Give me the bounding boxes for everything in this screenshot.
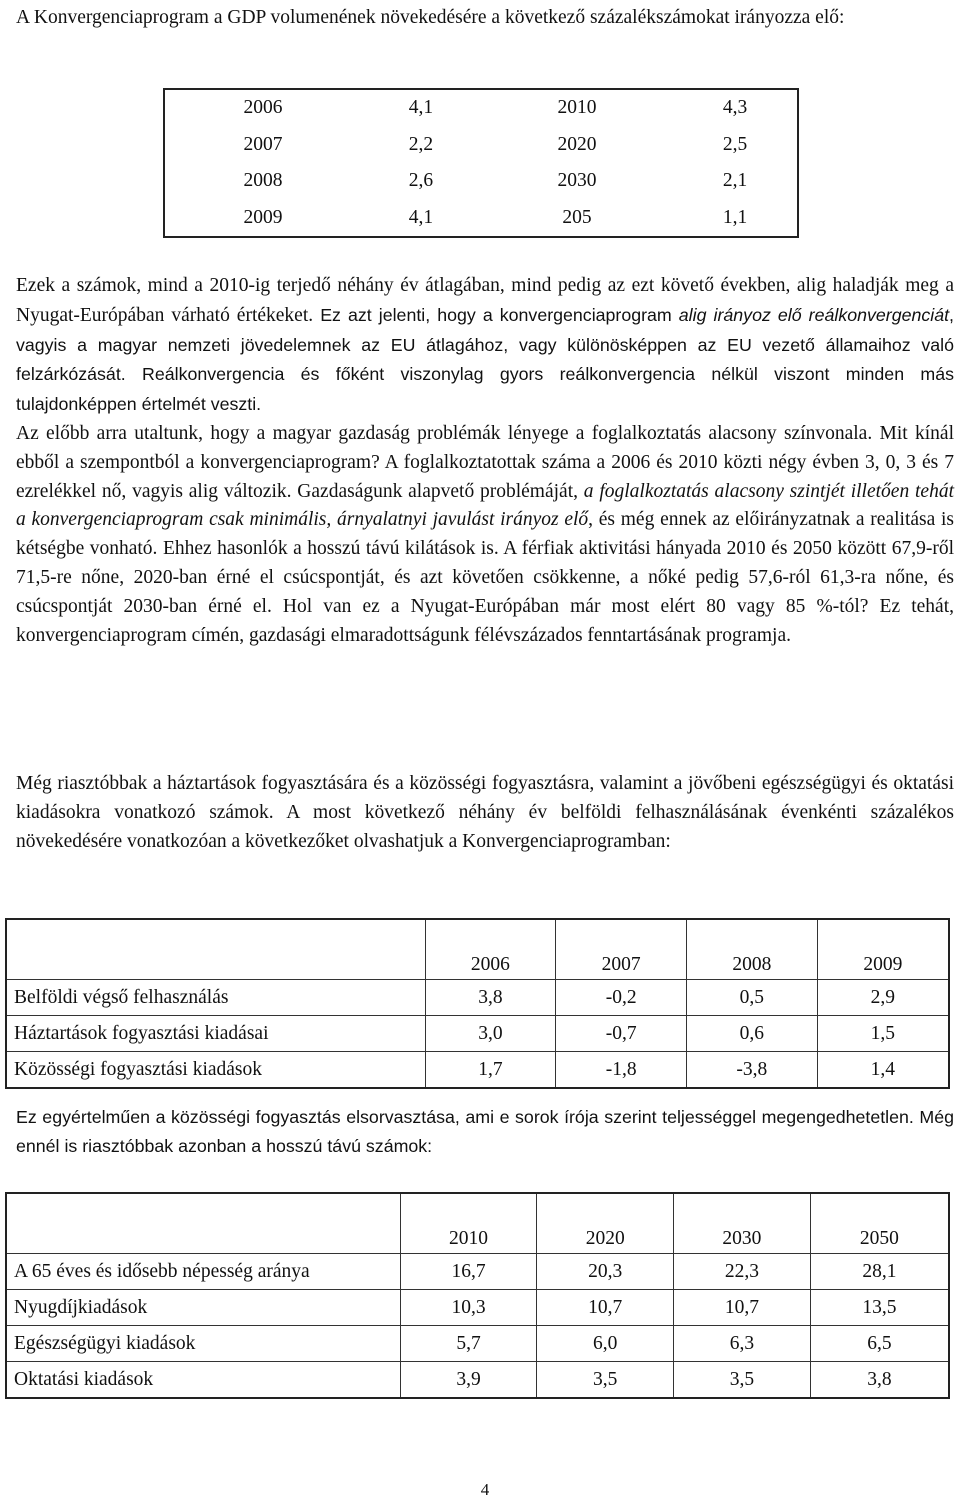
column-header: 2007 — [556, 919, 687, 980]
table-cell: 13,5 — [810, 1290, 949, 1326]
column-header: 2009 — [817, 919, 949, 980]
table-cell: -0,7 — [556, 1016, 687, 1052]
table-cell: 0,5 — [687, 980, 818, 1016]
gdp-growth-table — [163, 88, 799, 238]
table-cell: 2,1 — [722, 170, 748, 192]
table-row — [164, 89, 798, 127]
text-span: , vagyis a magyar nemzeti jövedelemnek az EU átlagához, vagy különösképpen az EU vezető államaihoz való felzárkózását. Reálkonvergencia és főként viszonylag gyors reálkonvergencia nélkül viszont minden más tulajdonképpen értelmét veszti. — [16, 304, 954, 415]
table-cell: 2020 — [557, 133, 597, 155]
table-cell: 1,5 — [817, 1016, 949, 1052]
row-label: Közösségi fogyasztási kiadások — [6, 1052, 425, 1089]
text-span: Gazdaságunk alapvető problémáját, — [291, 480, 584, 502]
table-cell: 3,8 — [810, 1362, 949, 1399]
table-cell: 2010 — [557, 97, 597, 119]
domestic-use-table — [5, 918, 950, 1089]
table-cell: 3,5 — [674, 1362, 811, 1399]
table-cell: 2,6 — [408, 170, 434, 192]
table-row — [6, 980, 949, 1016]
table-cell: -3,8 — [687, 1052, 818, 1089]
header-blank-cell — [6, 919, 425, 980]
table-row — [164, 127, 798, 164]
row-label: Oktatási kiadások — [6, 1362, 400, 1399]
paragraph-consumption: Még riasztóbbak a háztartások fogyasztására és a közösségi fogyasztásra, valamint a jövőbeni egészségügyi és oktatási kiadásokra vonatkozó számok. A most következő néhány év belföldi felhasználásának évenkénti százalékos növekedésére vonatkozóan a következőket olvashatjuk a Konvergenciaprogramban: — [16, 773, 954, 852]
header-blank-cell — [6, 1193, 400, 1254]
emphasis-text: a foglalkoztatás alacsony szintjét illetően tehát a konvergenciaprogram csak minimális, árnyalatnyi javulást irányoz elő — [16, 480, 954, 531]
table-cell: -0,2 — [556, 980, 687, 1016]
emphasis-text: alig irányoz elő reálkonvergenciát — [678, 304, 950, 325]
table-cell: 2006 — [243, 97, 283, 119]
table-cell: 1,1 — [722, 206, 748, 228]
row-label: Nyugdíjkiadások — [6, 1290, 400, 1326]
row-label: Háztartások fogyasztási kiadásai — [6, 1016, 425, 1052]
text-span: Ezek a számok, mind a 2010-ig terjedő néhány év átlagában, mind pedig az ezt követő években, alig haladják meg a Nyugat-Európában várható értékeket. — [16, 275, 954, 326]
column-header: 2050 — [810, 1193, 949, 1254]
table-cell: 2008 — [243, 170, 283, 192]
table-cell: 22,3 — [674, 1254, 811, 1290]
table-cell: 2007 — [243, 133, 283, 155]
text-span: Mit kínál ebből a szempontból a konvergenciaprogram? A foglalkoztatottak száma a 2006 és 2010 közti négy évben 3, 0, 3 és 7 ezrelékkel nő, vagyis alig változik. — [16, 422, 954, 502]
table-cell: 4,1 — [408, 206, 434, 228]
table-cell: 5,7 — [400, 1326, 537, 1362]
table-cell: 3,0 — [425, 1016, 556, 1052]
table-cell: 2030 — [557, 170, 597, 192]
table-row — [6, 1254, 949, 1290]
paragraph-real-convergence — [16, 272, 954, 650]
text-span: , és még ennek az előirányzatnak a realitása is kétségbe vonható. Ehhez hasonlók a hosszú távú kilátások is. A férfiak aktivitási hányada 2010 és 2050 között 67,9-ről 71,5-re nőne, 2020-ban érné el csúcspontját, és azt követően csökkenne, a nőké pedig 57,6-ról 61,3-ra nőne, és csúcspontját 2030-ban érné el. Hol van ez a Nyugat-Európában már most elért 80 vagy 85 %-tól? Ez tehát, konvergenciaprogram címén, gazdasági elmaradottságunk félévszázados fenntartásának programja. — [16, 509, 955, 646]
table-cell: 4,3 — [722, 97, 748, 119]
table-cell: 3,9 — [400, 1362, 537, 1399]
table-cell: 2,9 — [817, 980, 949, 1016]
table-cell: 1,4 — [817, 1052, 949, 1089]
table-cell: 3,8 — [425, 980, 556, 1016]
table-cell: 6,5 — [810, 1326, 949, 1362]
column-header: 2010 — [400, 1193, 537, 1254]
column-header: 2006 — [425, 919, 556, 980]
table-cell: 6,0 — [537, 1326, 674, 1362]
table-cell: 2009 — [243, 206, 283, 228]
table-cell: 1,7 — [425, 1052, 556, 1089]
table-cell: 6,3 — [674, 1326, 811, 1362]
page-number: 4 — [480, 1480, 490, 1499]
table-row — [6, 1052, 949, 1089]
table-cell: 10,7 — [674, 1290, 811, 1326]
column-header: 2008 — [687, 919, 818, 980]
table-cell: 3,5 — [537, 1362, 674, 1399]
table-cell: -1,8 — [556, 1052, 687, 1089]
table-row — [6, 1290, 949, 1326]
table-cell: 10,7 — [537, 1290, 674, 1326]
text-span: Ez azt jelenti, hogy a konvergenciaprogram — [313, 304, 679, 325]
table-cell: 205 — [562, 206, 592, 228]
table-cell: 16,7 — [400, 1254, 537, 1290]
text-span: Az előbb arra utaltunk, hogy a magyar gazdaság problémák lényege a foglalkoztatás alacsony színvonala. — [16, 422, 873, 444]
table-cell: 28,1 — [810, 1254, 949, 1290]
table-cell: 20,3 — [537, 1254, 674, 1290]
table-row — [164, 163, 798, 200]
long-term-table — [5, 1192, 950, 1399]
column-header: 2030 — [674, 1193, 811, 1254]
table-row — [6, 1362, 949, 1399]
header-row — [6, 919, 949, 980]
table-cell: 2,2 — [408, 133, 434, 155]
table-cell: 0,6 — [687, 1016, 818, 1052]
table-cell: 4,1 — [408, 97, 434, 119]
table-cell: 10,3 — [400, 1290, 537, 1326]
row-label: Egészségügyi kiadások — [6, 1326, 400, 1362]
row-label: A 65 éves és idősebb népesség aránya — [6, 1254, 400, 1290]
intro-paragraph: A Konvergenciaprogram a GDP volumenének növekedésére a következő százalékszámokat irányozza elő: — [16, 7, 845, 28]
column-header: 2020 — [537, 1193, 674, 1254]
row-label: Belföldi végső felhasználás — [6, 980, 425, 1016]
header-row — [6, 1193, 949, 1254]
paragraph-long-term: Ez egyértelműen a közösségi fogyasztás elsorvasztása, ami e sorok írója szerint teljességgel megengedhetetlen. Még ennél is riasztóbbak azonban a hosszú távú számok: — [16, 1107, 954, 1156]
table-row — [6, 1326, 949, 1362]
table-row — [164, 200, 798, 238]
table-row — [6, 1016, 949, 1052]
table-cell: 2,5 — [722, 133, 748, 155]
